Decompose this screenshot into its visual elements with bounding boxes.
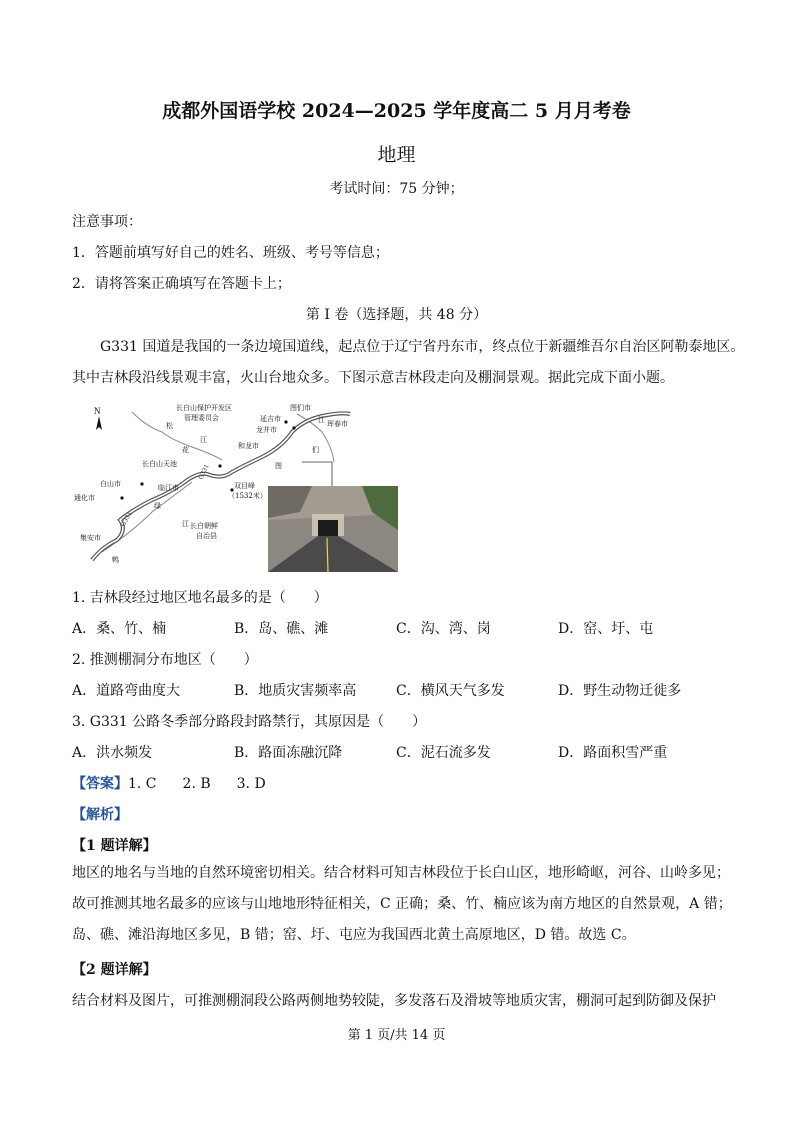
- subject-title: 地理: [377, 144, 416, 166]
- map-label-zone: 长白山保护开发区: [176, 404, 232, 412]
- river-label-yalu: 鸭: [112, 556, 119, 564]
- q2-option-d: D．野生动物迁徙多: [558, 683, 682, 699]
- detail-2-label: 【2 题详解】: [72, 962, 157, 978]
- map-label-tumen: 图们市: [290, 404, 311, 412]
- river-label-jiang: 江: [200, 436, 207, 444]
- answer-label: 【答案】: [72, 776, 128, 792]
- q2-option-a: A．道路弯曲度大: [72, 683, 181, 699]
- map-label-helong: 和龙市: [238, 442, 259, 450]
- map-label-baishan: 白山市: [100, 480, 121, 488]
- map-label-shuangmu: 双目峰: [234, 482, 255, 490]
- notes-heading: 注意事项：: [72, 214, 142, 230]
- page-footer: 第 1 页/共 14 页: [347, 1028, 446, 1043]
- river-label-jiang2: 江: [182, 520, 189, 528]
- map-label-longjing: 龙井市: [256, 426, 277, 434]
- answer-1: 1. C: [128, 776, 157, 792]
- river-label-lv: 绿: [154, 502, 161, 510]
- question-2-stem: 2. 推测棚洞分布地区（ ）: [72, 652, 258, 668]
- q3-option-c: C．泥石流多发: [396, 745, 491, 761]
- question-1-stem: 1. 吉林段经过地区地名最多的是（ ）: [72, 590, 328, 606]
- north-label: N: [94, 406, 101, 416]
- exam-title: 成都外国语学校 2024—2025 学年度高二 5 月月考卷: [162, 100, 631, 122]
- map-label-linjiang: 临江市: [158, 484, 179, 492]
- answer-3: 3. D: [236, 776, 266, 792]
- intro-line-2: 其中吉林段沿线景观丰富，火山台地众多。下图示意吉林段走向及棚洞景观。据此完成下面小题。: [72, 370, 674, 386]
- detail-1-text: 地区的地名与当地的自然环境密切相关。结合材料可知吉林段位于长白山区，地形崎岖，河谷、山岭多见；故可推测其地名最多的应该与山地地形特征相关，C 正确；桑、竹、楠应该为南方地区的自然景观，A 错；岛、礁、滩沿海地区多见，B 错；窑、圩、屯应为我国西北黄土高原地区，D 错。故选 C。: [72, 865, 732, 943]
- q3-option-b: B．路面冻融沉降: [234, 745, 343, 761]
- q2-option-b: B．地质灾害频率高: [234, 683, 357, 699]
- question-3-stem: 3. G331 公路冬季部分路段封路禁行，其原因是（ ）: [72, 714, 427, 730]
- map-label-tonghua: 通化市: [74, 494, 95, 502]
- river-label-men: 们: [312, 446, 319, 454]
- q3-option-a: A．洪水频发: [72, 745, 153, 761]
- answer-2: 2. B: [182, 776, 211, 792]
- intro-line-1: G331 国道是我国的一条边境国道线，起点位于辽宁省丹东市，终点位于新疆维吾尔自治区阿勒泰地区。: [100, 339, 745, 355]
- map-label-elevation: （1532米）: [228, 492, 267, 500]
- river-label-song: 松: [166, 422, 173, 430]
- map-label-changbai-1: 长白朝鲜: [190, 522, 218, 530]
- analysis-label: 【解析】: [72, 807, 128, 823]
- q1-option-d: D．窑、圩、屯: [558, 621, 654, 637]
- tunnel-photo: [268, 486, 398, 572]
- map-label-tu: 图: [275, 462, 282, 470]
- detail-2-text: 结合材料及图片，可推测棚洞段公路两侧地势较陡，多发落石及滑坡等地质灾害，棚洞可起到防御及保护: [72, 993, 716, 1009]
- section-title: 第 I 卷（选择题，共 48 分）: [305, 307, 488, 323]
- answer-row: [72, 773, 266, 793]
- map-label-jian: 集安市: [80, 534, 101, 542]
- q3-option-d: D．路面积雪严重: [558, 745, 668, 761]
- q1-option-a: A．桑、竹、楠: [72, 621, 167, 637]
- detail-1-label: 【1 题详解】: [72, 838, 157, 854]
- map-label-hunchun: 珲春市: [327, 420, 348, 428]
- map-label-changbai-2: 自治县: [196, 532, 217, 540]
- river-label-tu: 江: [318, 416, 325, 424]
- route-label-g331-1: G331: [119, 510, 134, 528]
- map-label-yanji: 延吉市: [260, 415, 281, 423]
- river-label-hua: 花: [182, 446, 189, 454]
- q1-option-c: C．沟、湾、岗: [396, 621, 491, 637]
- map-label-tianchi: 长白山天池: [142, 460, 177, 468]
- q1-option-b: B．岛、礁、滩: [234, 621, 329, 637]
- note-item-1: 1．答题前填写好自己的姓名、班级、考号等信息；: [72, 245, 389, 261]
- q2-option-c: C．横风天气多发: [396, 683, 505, 699]
- exam-time: 考试时间：75 分钟；: [329, 181, 464, 197]
- route-map: [72, 402, 400, 572]
- map-label-management: 管理委员会: [184, 414, 219, 422]
- note-item-2: 2．请将答案正确填写在答题卡上；: [72, 276, 291, 292]
- north-arrow-icon: [96, 416, 102, 430]
- route-label-g331-2: G331: [197, 463, 211, 481]
